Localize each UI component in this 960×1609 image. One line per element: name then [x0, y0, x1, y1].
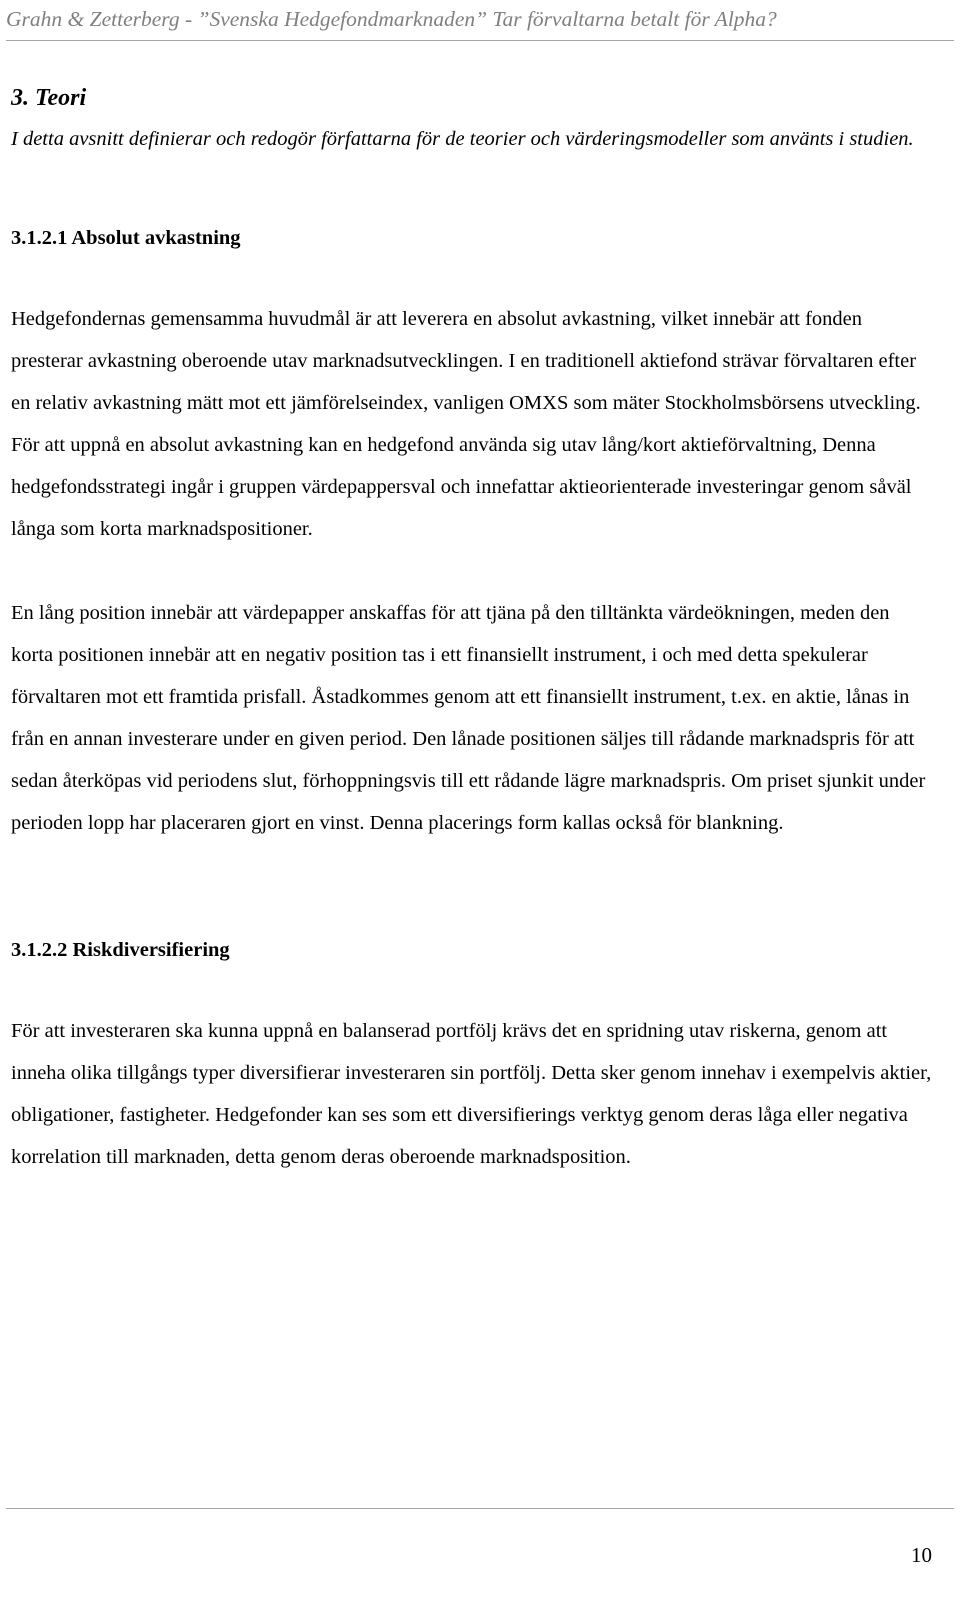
footer-divider	[6, 1508, 954, 1509]
header-divider	[6, 40, 954, 41]
page-number: 10	[911, 1543, 932, 1567]
paragraph: Hedgefondernas gemensamma huvudmål är att leverera en absolut avkastning, vilket innebär att fonden presterar avkastning oberoende utav marknadsutvecklingen. I en traditionell aktiefond strävar förvaltaren efter en relativ avkastning mätt mot ett jämförelseindex, vanligen OMXS som mäter Stockholmsbörsens utveckling.	[11, 308, 921, 414]
running-header: Grahn & Zetterberg - ”Svenska Hedgefondmarknaden” Tar förvaltarna betalt för Alpha?	[6, 7, 777, 31]
paragraph: En lång position innebär att värdepapper anskaffas för att tjäna på den tilltänkta värdeökningen, meden den korta positionen innebär att en negativ position tas i ett finansiellt instrument, i och med detta spekulerar förvaltaren mot ett framtida prisfall. Åstadkommes genom att ett finansiellt instrument, t.ex. en aktie, lånas in från en annan investerare under en given period. Den lånade positionen säljes till rådande marknadspris för att sedan återköpas vid periodens slut, förhoppningsvis till ett rådande lägre marknadspris. Om priset sjunkit under perioden lopp har placeraren gjort en vinst. Denna placerings form kallas också för blankning.	[11, 602, 926, 834]
chapter-intro: I detta avsnitt definierar och redogör författarna för de teorier och värderingsmodeller som använts i studien.	[11, 128, 914, 150]
page-content	[11, 80, 936, 1178]
paragraph: För att investeraren ska kunna uppnå en balanserad portfölj krävs det en spridning utav riskerna, genom att inneha olika tillgångs typer diversifierar investeraren sin portfölj. Detta sker genom innehav i exempelvis aktier, obligationer, fastigheter. Hedgefonder kan ses som ett diversifierings verktyg genom deras låga eller negativa korrelation till marknaden, detta genom deras oberoende marknadsposition.	[11, 1020, 932, 1168]
spacer	[11, 550, 936, 592]
spacer	[11, 970, 936, 1010]
spacer	[11, 844, 936, 930]
chapter-title: 3. Teori	[11, 85, 87, 111]
spacer	[11, 258, 936, 298]
paragraph: För att uppnå en absolut avkastning kan en hedgefond använda sig utav lång/kort aktieförvaltning, Denna hedgefondsstrategi ingår i gruppen värdepappersval och innefattar aktieorienterade investeringar genom såväl långa som korta marknadspositioner.	[11, 434, 912, 540]
spacer	[11, 160, 936, 218]
section-heading-absolut-avkastning: 3.1.2.1 Absolut avkastning	[11, 227, 241, 249]
section-heading-riskdiversifiering: 3.1.2.2 Riskdiversifiering	[11, 939, 230, 961]
